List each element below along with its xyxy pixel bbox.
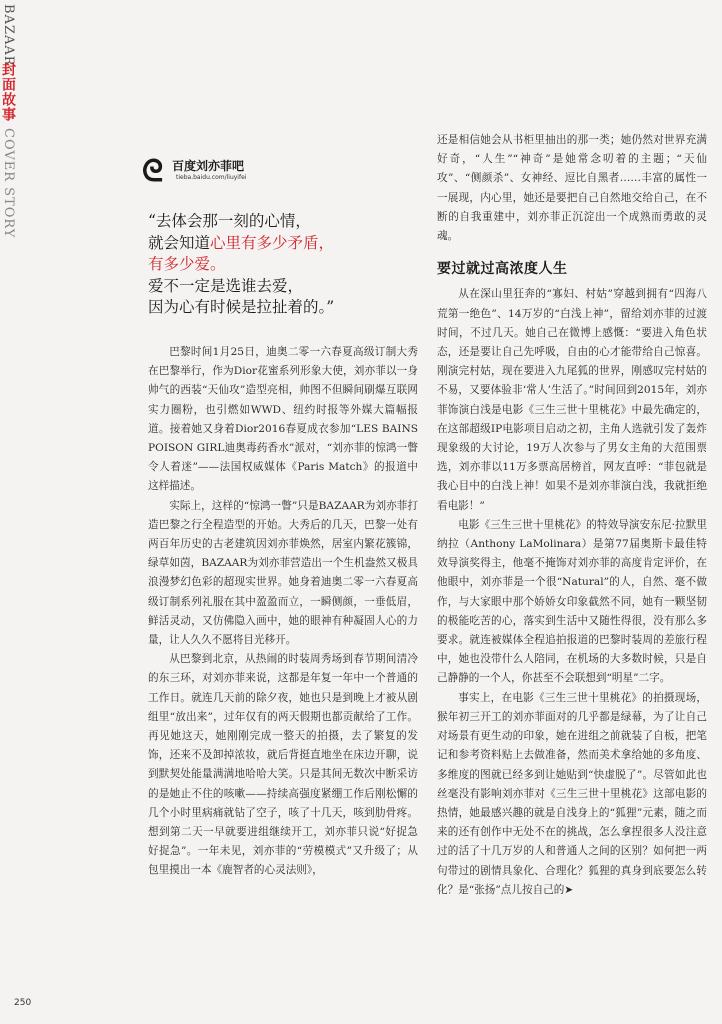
paragraph: 实际上，这样的“惊鸿一瞥”只是BAZAAR为刘亦菲打造巴黎之行全程造型的开始。大秀后的几天，巴黎一处有两百年历史的古老建筑因刘亦菲焕然，居室内繁花簇锦，绿草如茵，BAZAAR为刘亦菲营造出一个生机盎然又极具浪漫梦幻色彩的超现实世界。她身着迪奥二零一六春夏高级订制系列礼服在其中盈盈而立，一瞬侧颜，一垂低眉，鲜活灵动，又仿佛隐入画中，她的眼神有种凝固人心的力量，让人久久不愿将目光移开。 xyxy=(148,499,418,647)
quote-line-5: 因为心有时候是拉扯着的。” xyxy=(148,298,335,316)
paragraph-text: 事实上，在电影《三生三世十里桃花》的拍摄现场，猴年初三开工的刘亦菲面对的几乎都是绿幕，为了让自己对场景有更生动的印象，她在进组之前就装了自板，把笔记和参考资料贴上去做准备，然而美术拿给她的多角度、多维度的图就已经多到让她贴到“快虚脱了”。尽管如此也丝毫没有影响刘亦菲对《三生三世十里桃花》这部电影的热情，她最感兴趣的就是自浅身上的“狐狸”元素，随之而来的还有创作中无处不在的挑战，怎么拿捏很多人没注意过的活了十几万岁的人和普通人之间的区别？如何把一两句带过的剧情具象化、合理化？狐狸的真身到底要怎么转化？是“张扬”点儿按自己的 xyxy=(437,691,707,896)
watermark-title: 百度刘亦菲吧 xyxy=(172,159,245,173)
paragraph: 还是相信她会从书柜里抽出的那一类；她仍然对世界充满好奇，“人生”“神奇”是她常念叨着的主题；“天仙攻”、“侧颜杀”、女神经、逗比自黑者……丰富的属性一一展现，内心里，她还是要把自己自然地交给自己，在不断的自我重建中，刘亦菲正沉淀出一个成熟而勇敢的灵魂。 xyxy=(437,134,707,243)
section-heading: 要过就过高浓度人生 xyxy=(437,261,568,278)
quote-highlight-1: 心里有多少矛盾， xyxy=(210,233,335,252)
article-left-column xyxy=(148,343,418,881)
quote-line-2-lead: 就会知道 xyxy=(148,233,211,252)
quote-highlight-2: 有多少爱。 xyxy=(148,255,226,273)
quote-line-1: “去体会那一刻的心情， xyxy=(148,212,311,230)
article-right-column xyxy=(437,131,707,900)
paragraph: 从巴黎到北京，从热闹的时装周秀场到春节期间清冷的东三环，对刘亦菲来说，这都是年复一年中一个普通的工作日。就连几天前的除夕夜，她也只是到晚上才被从剧组里“放出来”，过年仅有的两天假期也都贡献给了工作。再见她这天，她刚刚完成一整天的拍摄，去了繁复的发饰，还来不及卸掉浓妆，就后背挺直地坐在床边开聊，说到默契处能量满满地哈哈大笑。只是其间无数次中断采访的是她止不住的咳嗽——持续高强度紧绷工作后刚松懈的几个小时里病痛就钻了空子，咳了十几天，咳到肋骨疼。想到第二天一早就要进组继续开工，刘亦菲只说“好捉急好捉急”。一年未见，刘亦菲的“劳模模式”又升级了；从包里摸出一本《鹿智者的心灵法则》， xyxy=(148,653,418,877)
quote-line-4: 爱不一定是选谁去爱， xyxy=(148,276,304,295)
watermark-url: tieba.baidu.com/liuyifei xyxy=(176,174,247,181)
side-section-title: 封面故事 xyxy=(0,62,16,122)
paragraph: 从在深山里狂奔的“寡妇、村姑”穿越到拥有“四海八荒第一绝色”、14万岁的“白浅上神”，留给刘亦菲的过渡时间，不过几天。她自己在微博上感慨：“要进入角色状态，还是要让自己先呼吸，自由的心才能带给自己惊喜。刚演完村姑，现在要进入九尾狐的世界，刚感叹完村姑的不易，又要体验非‘常人’生活了。”时间回到2015年，刘亦菲饰演白浅是电影《三生三世十里桃花》中最先确定的，在这部超级IP电影项目启动之初，主角人选就引发了轰炸现象级的大讨论，19万人次参与了男女主角的大范围票选，刘亦菲以11万多票高居榜首，网友直呼：“菲包就是我心目中的白浅上神！如果不是刘亦菲演白浅，我就拒绝看电影！” xyxy=(437,288,707,512)
side-brand: BAZAAR xyxy=(1,4,16,67)
paragraph: 巴黎时间1月25日，迪奥二零一六春夏高级订制大秀在巴黎举行，作为Dior花蜜系列形象大使，刘亦菲以一身帅气的西装“天仙攻”造型亮相，帅图不但瞬间刷爆互联网实力圈粉，也引燃如WWD、纽约时报等外媒大篇幅报道。接着她又身着Dior2016春夏成衣参加“LES BAINS POISON GIRL迪奥毒药香水”派对，“刘亦菲的惊鸿一瞥令人着迷”——法国权威媒体《Paris Match》的报道中这样描述。 xyxy=(148,346,418,493)
pull-quote xyxy=(148,211,410,319)
paragraph xyxy=(437,689,707,900)
quote-line-2 xyxy=(148,233,410,255)
page-number: 250 xyxy=(14,998,32,1008)
continue-arrow-icon: ➤ xyxy=(564,883,574,896)
paragraph: 电影《三生三世十里桃花》的特效导演安东尼·拉默里纳拉（Anthony LaMolinara）是第77届奥斯卡最佳特效导演奖得主，他毫不掩饰对刘亦菲的高度肯定评价，在他眼中，刘亦菲是一个很“Natural”的人，自然、毫不做作，与大家眼中那个娇娇女印象截然不同，她有一颗坚韧的极能吃苦的心，落实到生活中又随性得很，没有那么多要求。就连被媒体全程追拍报道的巴黎时装周的差旅行程中，她也没带什么人陪同，在机场的大多数时候，只是自己静静的一个人，你甚至不会联想到“明星”二字。 xyxy=(437,518,707,685)
side-section-english: COVER STORY xyxy=(1,128,16,239)
tieba-logo-icon: ᘓ xyxy=(142,154,164,189)
